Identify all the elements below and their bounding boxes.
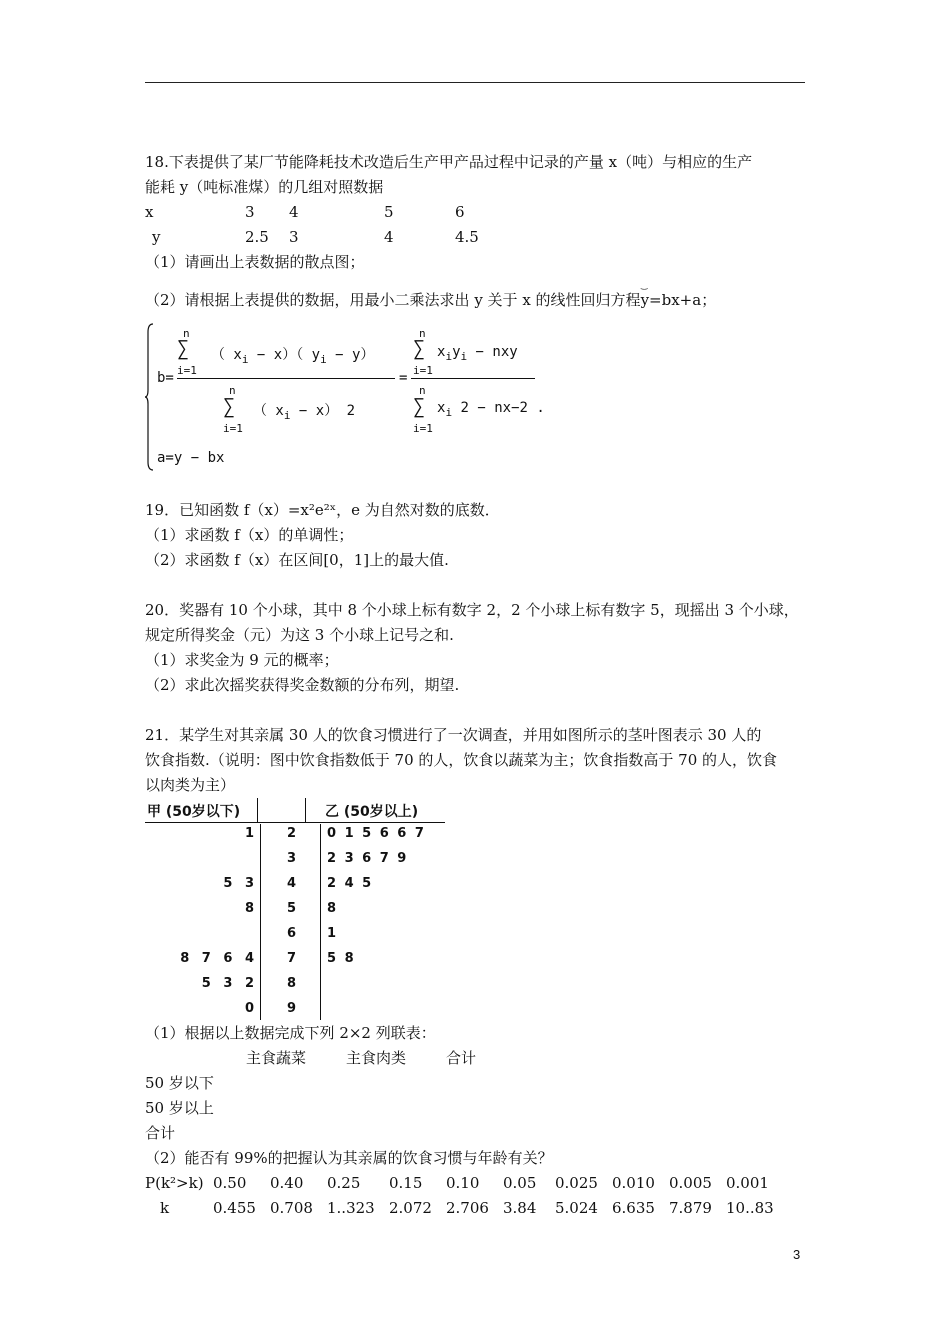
header-rule <box>145 82 805 83</box>
left-group-header: 甲 (50岁以下) <box>147 804 241 820</box>
contingency-row-label: 合计 <box>145 1124 176 1142</box>
p-value: 0.025 <box>555 1174 598 1192</box>
sum-symbol: ∑ <box>413 336 426 360</box>
denominator-term: （ $x_i - x$） 2 <box>253 403 356 422</box>
contingency-header: 主食蔬菜 <box>246 1049 307 1067</box>
q18-part2-text: （2）请根据上表提供的数据，用最小二乘法求出 y 关于 x 的线性回归方程 <box>145 291 641 309</box>
left-leaves: 8 <box>244 901 254 916</box>
q18-y-cell: 4 <box>384 228 394 246</box>
left-leaves: 1 <box>244 826 254 841</box>
q20-line2: 规定所得奖金（元）为这 3 个小球上记号之和. <box>145 626 454 644</box>
p-value: 0.40 <box>270 1174 304 1192</box>
q18-x-cell: 3 <box>245 203 255 221</box>
right-leaves: 8 <box>327 901 337 916</box>
q20-line1: 20．奖器有 10 个小球，其中 8 个小球上标有数字 2，2 个小球上标有数字 5，现摇出 3 个小球， <box>145 601 799 619</box>
b-equals: b= <box>157 370 174 386</box>
q19-line1: 19．已知函数 f（x）=x²e²ˣ，e 为自然对数的底数． <box>145 501 500 519</box>
sum-upper-n: n <box>419 327 426 340</box>
sum-upper-n: n <box>183 327 190 340</box>
stem-value: 7 <box>287 951 297 966</box>
q18-line1: 18.下表提供了某厂节能降耗技术改造后生产甲产品过程中记录的产量 x（吨）与相应的生产 <box>145 153 753 171</box>
page-number: 3 <box>793 1247 801 1262</box>
k-value: 6.635 <box>612 1199 655 1217</box>
k-value: 2.706 <box>446 1199 489 1217</box>
header-divider <box>257 798 258 822</box>
right-leaves: 2 4 5 <box>327 876 372 891</box>
q18-part2 <box>145 290 716 310</box>
q19-part1: （1）求函数 f（x）的单调性； <box>145 526 354 544</box>
stem-leaf-plot <box>145 798 450 1020</box>
k-value: 7.879 <box>669 1199 712 1217</box>
k-value: 10..83 <box>726 1199 774 1217</box>
q18-y-cell: 3 <box>289 228 299 246</box>
least-squares-formula <box>145 322 565 472</box>
k-value: 0.455 <box>213 1199 256 1217</box>
right-leaves: 5 8 <box>327 951 354 966</box>
contingency-header: 主食肉类 <box>346 1049 407 1067</box>
p-value: 0.001 <box>726 1174 769 1192</box>
left-brace-icon <box>145 322 155 472</box>
q18-part2-eq: =bx+a； <box>649 291 717 309</box>
header-underline <box>145 822 445 823</box>
sum-symbol: ∑ <box>413 394 426 418</box>
stem-value: 5 <box>287 901 297 916</box>
y-hat-symbol: ⌢ y <box>641 290 649 310</box>
stem-value: 3 <box>287 851 297 866</box>
a-equals: a=y − bx <box>157 450 225 466</box>
sum-index: i=1 <box>177 364 197 377</box>
right-leaves: 0 1 5 6 6 7 <box>327 826 424 841</box>
left-leaves: 5 3 <box>223 876 254 891</box>
q18-x-cell: 6 <box>455 203 465 221</box>
p-value: 0.10 <box>446 1174 480 1192</box>
left-leaves: 0 <box>244 1001 254 1016</box>
sum-index: i=1 <box>223 422 243 435</box>
p-value: 0.15 <box>389 1174 423 1192</box>
contingency-row-label: 50 岁以下 <box>145 1074 214 1092</box>
q21-line2: 饮食指数.（说明：图中饮食指数低于 70 的人，饮食以蔬菜为主；饮食指数高于 70 的人，饮食 <box>145 751 778 769</box>
k-value: 2.072 <box>389 1199 432 1217</box>
denominator-term-2: $x_i$ 2 − nx−2 . <box>437 400 545 419</box>
stem-value: 9 <box>287 1001 297 1016</box>
sum-symbol: ∑ <box>177 336 190 360</box>
numerator-term: （ $x_i - x$）（ $y_i - y$） <box>211 347 375 366</box>
sum-symbol: ∑ <box>223 394 236 418</box>
q21-part2: （2）能否有 99%的把握认为其亲属的饮食习惯与年龄有关？ <box>145 1149 553 1167</box>
stem-value: 6 <box>287 926 297 941</box>
q21-line3: 以肉类为主） <box>145 776 236 794</box>
right-group-header: 乙 (50岁以上) <box>325 804 419 820</box>
q21-part1: （1）根据以上数据完成下列 2×2 列联表： <box>145 1024 436 1042</box>
stem-value: 4 <box>287 876 297 891</box>
fraction-bar <box>411 378 535 379</box>
k-value: 0.708 <box>270 1199 313 1217</box>
k-value: 5.024 <box>555 1199 598 1217</box>
p-row-label: P(k²>k) <box>145 1174 204 1192</box>
p-value: 0.010 <box>612 1174 655 1192</box>
q18-y-cell: 2.5 <box>245 228 269 246</box>
q18-x-label: x <box>145 203 154 221</box>
stem-value: 8 <box>287 976 297 991</box>
q18-y-label: y <box>152 228 161 246</box>
k-value: 1..323 <box>327 1199 375 1217</box>
sum-index: i=1 <box>413 422 433 435</box>
contingency-header: 合计 <box>446 1049 477 1067</box>
k-value: 3.84 <box>503 1199 537 1217</box>
numerator-term-2: $x_iy_i$ − nxy <box>437 344 518 363</box>
left-leaves: 8 7 6 4 <box>180 951 254 966</box>
sum-upper-n: n <box>419 384 426 397</box>
q18-line2: 能耗 y（吨标准煤）的几组对照数据 <box>145 178 384 196</box>
right-leaves: 1 <box>327 926 337 941</box>
fraction-bar <box>177 378 395 379</box>
q18-x-cell: 5 <box>384 203 394 221</box>
p-value: 0.25 <box>327 1174 361 1192</box>
p-value: 0.005 <box>669 1174 712 1192</box>
q18-y-cell: 4.5 <box>455 228 479 246</box>
equals-sign: = <box>399 370 408 386</box>
left-leaves: 5 3 2 <box>201 976 254 991</box>
p-value: 0.50 <box>213 1174 247 1192</box>
k-row-label: k <box>160 1199 170 1217</box>
sum-upper-n: n <box>229 384 236 397</box>
q20-part2: （2）求此次摇奖获得奖金数额的分布列，期望. <box>145 676 460 694</box>
header-divider <box>305 798 306 822</box>
p-value: 0.05 <box>503 1174 537 1192</box>
stem-value: 2 <box>287 826 297 841</box>
q20-part1: （1）求奖金为 9 元的概率； <box>145 651 339 669</box>
stem-divider-right <box>320 824 321 1020</box>
q18-part1: （1）请画出上表数据的散点图； <box>145 253 365 271</box>
contingency-row-label: 50 岁以上 <box>145 1099 214 1117</box>
q21-line1: 21．某学生对其亲属 30 人的饮食习惯进行了一次调查，并用如图所示的茎叶图表示 30 人的 <box>145 726 762 744</box>
q18-x-cell: 4 <box>289 203 299 221</box>
sum-index: i=1 <box>413 364 433 377</box>
stem-divider-left <box>260 824 261 1020</box>
right-leaves: 2 3 6 7 9 <box>327 851 407 866</box>
q19-part2: （2）求函数 f（x）在区间[0，1]上的最大值. <box>145 551 449 569</box>
